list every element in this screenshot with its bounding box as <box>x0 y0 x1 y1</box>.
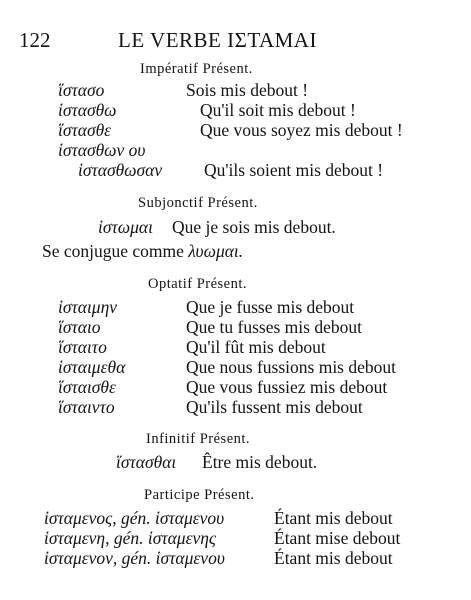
note-text: Se conjugue comme <box>42 241 184 261</box>
french-translation: Étant mise debout <box>274 528 401 548</box>
french-translation: Que je sois mis debout. <box>172 217 336 237</box>
french-translation: Qu'ils fussent mis debout <box>186 397 363 417</box>
greek-form: ἱστωμαι <box>98 217 153 237</box>
greek-form: ἵσταισθε <box>58 377 116 397</box>
section-heading-participe: Participe Présent. <box>144 487 255 503</box>
section-heading-imperatif: Impératif Présent. <box>140 61 253 77</box>
french-translation: Qu'ils soient mis debout ! <box>204 160 384 180</box>
french-translation: Que nous fussions mis debout <box>186 357 396 377</box>
french-translation: Que vous soyez mis debout ! <box>200 120 403 140</box>
page-number: 122 <box>19 28 51 52</box>
greek-form: ἱσταμενη, gén. ἱσταμενης <box>44 528 217 548</box>
running-head: LE VERBE ΙΣΤΑΜΑΙ <box>118 28 317 52</box>
greek-form: ἵστασθαι <box>116 452 177 472</box>
greek-form: ἱσταιμην <box>58 297 118 317</box>
french-translation: Qu'il fût mis debout <box>186 337 326 357</box>
french-translation: Que tu fusses mis debout <box>186 317 362 337</box>
greek-form: ἱσταμενος, gén. ἱσταμενου <box>44 508 225 528</box>
french-translation: Étant mis debout <box>274 508 393 528</box>
french-translation: Que vous fussiez mis debout <box>186 377 388 397</box>
greek-form: ἱσταμενον, gén. ἱσταμενου <box>44 548 225 568</box>
french-translation: Sois mis debout ! <box>186 80 309 100</box>
greek-form: ἵστασθε <box>58 120 112 140</box>
section-heading-optatif: Optatif Présent. <box>148 276 248 292</box>
french-translation: Être mis debout. <box>202 452 318 472</box>
greek-form: ἱσταιμεθα <box>58 357 126 377</box>
greek-form: ἱστασθων ου <box>58 140 146 160</box>
french-translation: Que je fusse mis debout <box>186 297 355 317</box>
section-heading-subjonctif: Subjonctif Présent. <box>138 195 258 211</box>
greek-form: ἵσταιο <box>58 317 101 337</box>
conjugation-note <box>42 241 243 262</box>
greek-form: ἵσταιτο <box>58 337 107 357</box>
french-translation: Étant mis debout <box>274 548 393 568</box>
greek-form: ἱστασθω <box>58 100 117 120</box>
greek-form: ἵστασο <box>58 80 105 100</box>
greek-form: ἵσταιντο <box>58 397 115 417</box>
greek-form: ἱστασθωσαν <box>78 160 163 180</box>
french-translation: Qu'il soit mis debout ! <box>200 100 356 120</box>
note-greek: λυωμαι. <box>188 241 244 261</box>
section-heading-infinitif: Infinitif Présent. <box>146 431 251 447</box>
